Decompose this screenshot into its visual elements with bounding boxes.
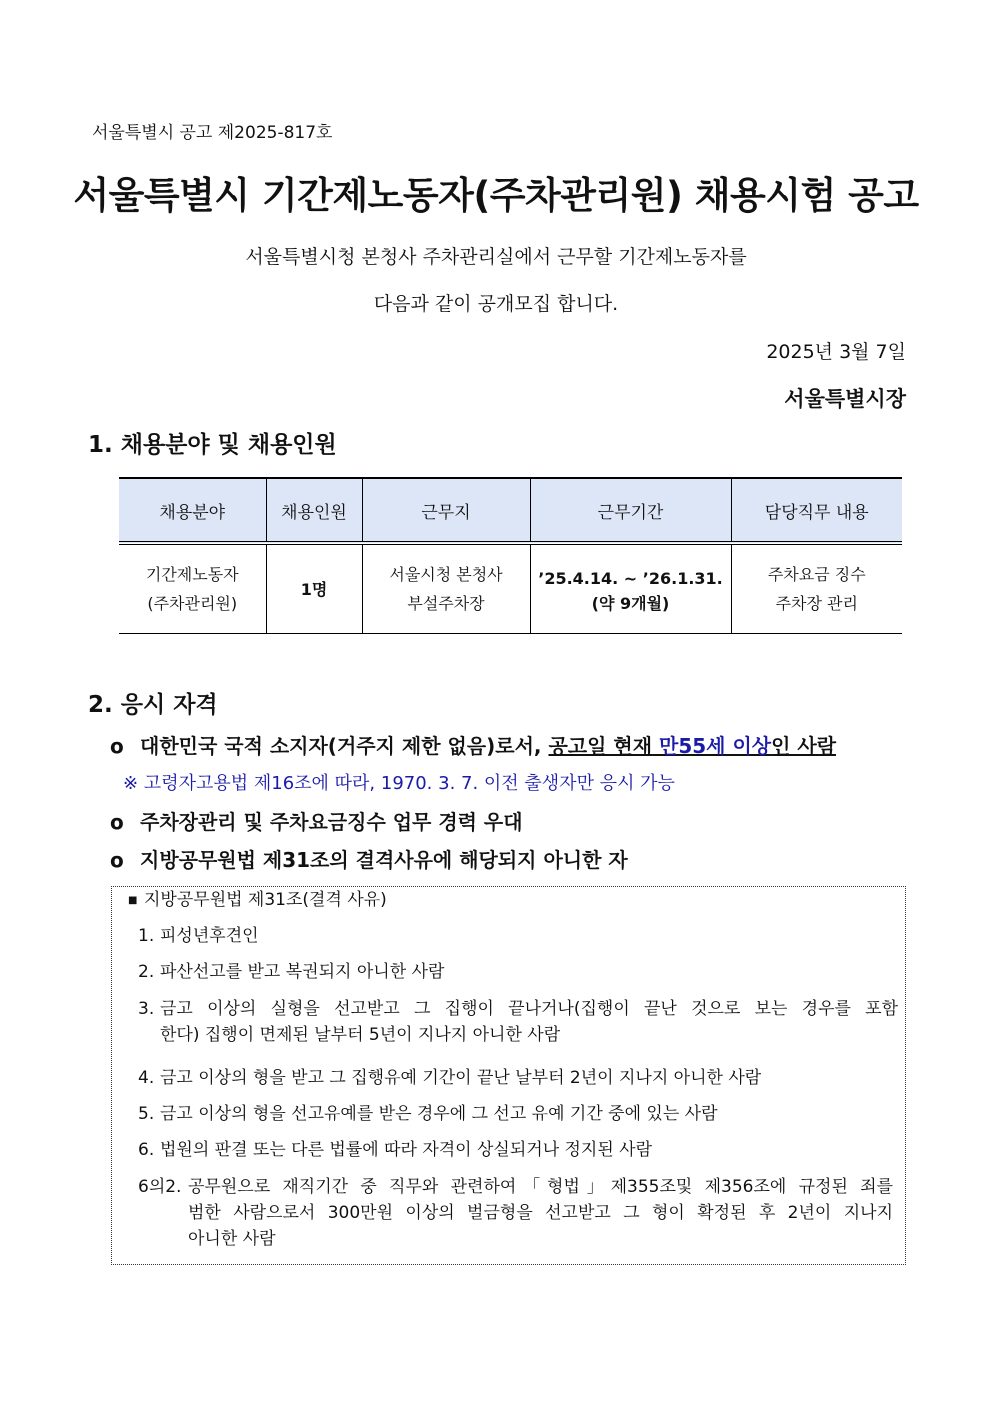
qualification-disqualification: [110, 844, 628, 873]
section-1-heading: 1. 채용분야 및 채용인원: [88, 432, 337, 458]
disqualification-box: [111, 886, 906, 1265]
recruitment-table: [119, 477, 902, 634]
notice-number: 서울특별시 공고 제2025-817호: [92, 123, 333, 143]
section-2-heading: 2. 응시 자격: [88, 692, 218, 718]
cell-workplace: [362, 543, 530, 634]
age-requirement: 만55세 이상: [659, 734, 772, 758]
cell-duty: [731, 543, 902, 634]
qualification-experience: [110, 806, 523, 835]
intro-line-1: 서울특별시청 본청사 주차관리실에서 근무할 기간제노동자를: [245, 246, 747, 268]
qualification-text: 대한민국 국적 소지자(거주지 제한 없음)로서,: [140, 734, 542, 758]
list-item: 6의2. 공무원으로 재직기간 중 직무와 관련하여「형법」제355조및 제356조에 규정된 죄를 범한 사람으로서 300만원 이상의 벌금형을 선고받고 그 형이 확정된 후 2년이 지나지 아니한 사람: [138, 1177, 893, 1249]
bullet-mark: ο: [110, 848, 124, 872]
announcement-date: 2025년 3월 7일: [766, 341, 906, 363]
list-item: 1. 피성년후견인: [138, 926, 259, 946]
column-header-period: 근무기간: [530, 478, 731, 543]
box-header: ■ 지방공무원법 제31조(결격 사유): [128, 887, 387, 914]
column-header-headcount: 채용인원: [266, 478, 362, 543]
workplace-line-2: 부설주차장: [407, 594, 485, 613]
period-line-1: ’25.4.14. ~ ’26.1.31.: [538, 568, 723, 588]
square-bullet-icon: ■: [128, 895, 138, 906]
table-header-row: [119, 478, 902, 543]
table-row: [119, 543, 902, 634]
bullet-mark: ο: [110, 810, 124, 834]
issuer: 서울특별시장: [784, 387, 906, 411]
field-line-2: (주차관리원): [147, 594, 238, 613]
age-note: ※ 고령자고용법 제16조에 따라, 1970. 3. 7. 이전 출생자만 응시 가능: [123, 773, 675, 794]
column-header-duty: 담당직무 내용: [731, 478, 902, 543]
list-item: 4. 금고 이상의 형을 받고 그 집행유예 기간이 끝난 날부터 2년이 지나지 아니한 사람: [138, 1068, 762, 1088]
column-header-workplace: 근무지: [362, 478, 530, 543]
list-item: 3. 금고 이상의 실형을 선고받고 그 집행이 끝나거나(집행이 끝난 것으로 보는 경우를 포함 한다) 집행이 면제된 날부터 5년이 지나지 아니한 사람: [138, 999, 898, 1045]
qualification-text: 지방공무원법 제31조의 결격사유에 해당되지 아니한 자: [140, 848, 628, 872]
cell-field: [119, 543, 266, 634]
list-item: 6. 법원의 판결 또는 다른 법률에 따라 자격이 상실되거나 정지된 사람: [138, 1140, 653, 1160]
bullet-mark: ο: [110, 734, 124, 758]
cell-headcount: 1명: [266, 543, 362, 634]
intro-line-2: 다음과 같이 공개모집 합니다.: [373, 293, 619, 315]
cell-period: [530, 543, 731, 634]
period-line-2: (약 9개월): [591, 593, 670, 613]
workplace-line-1: 서울시청 본청사: [389, 565, 503, 584]
list-item: 2. 파산선고를 받고 복권되지 아니한 사람: [138, 962, 445, 982]
duty-line-2: 주차장 관리: [775, 594, 858, 613]
field-line-1: 기간제노동자: [145, 565, 239, 584]
qualification-nationality-age: [110, 730, 836, 759]
list-item: 5. 금고 이상의 형을 선고유예를 받은 경우에 그 선고 유예 기간 중에 있는 사람: [138, 1104, 718, 1124]
page-title: 서울특별시 기간제노동자(주차관리원) 채용시험 공고: [73, 174, 919, 217]
column-header-field: 채용분야: [119, 478, 266, 543]
qualification-underlined: 공고일 현재 만55세 이상인 사람: [548, 734, 837, 758]
duty-line-1: 주차요금 징수: [767, 565, 866, 584]
qualification-text: 주차장관리 및 주차요금징수 업무 경력 우대: [140, 810, 523, 834]
